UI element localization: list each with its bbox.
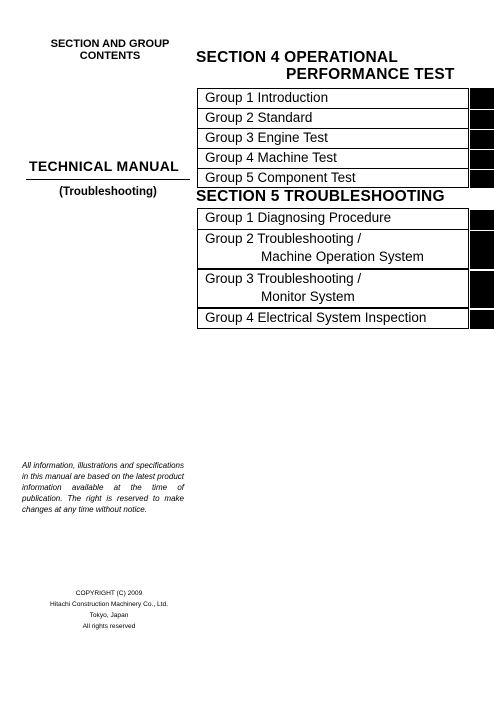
copyright-line: COPYRIGHT (C) 2009 [75, 590, 143, 597]
group-label: Group 4 Machine Test [205, 150, 337, 165]
company-line: Hitachi Construction Machinery Co., Ltd. [49, 601, 168, 608]
section5-group-2[interactable] [197, 229, 469, 269]
group-label-cont: Machine Operation System [261, 249, 424, 264]
group-label: Group 4 Electrical System Inspection [205, 310, 427, 325]
section4-group-2[interactable] [197, 108, 469, 129]
index-tab [470, 170, 494, 188]
index-tab [470, 271, 494, 308]
index-tab [470, 88, 494, 109]
manual-subtitle: (Troubleshooting) [59, 186, 157, 198]
section4-group-4[interactable] [197, 148, 469, 169]
group-label: Group 1 Diagnosing Procedure [205, 210, 392, 225]
rights-line: All rights reserved [82, 623, 136, 630]
section4-group-5[interactable] [197, 168, 469, 188]
section5-group-4[interactable] [197, 308, 469, 329]
group-label: Group 2 Standard [205, 110, 313, 125]
group-label: Group 1 Introduction [205, 90, 329, 105]
manual-title: TECHNICAL MANUAL [29, 158, 179, 174]
section4-title-line1: SECTION 4 OPERATIONAL [196, 49, 398, 66]
section4-group-3[interactable] [197, 128, 469, 149]
disclaimer-text: All information, illustrations and specifications in this manual are based on the latest product information available at the time of publication. The right is reserved to make changes at any time without notice. [22, 461, 184, 514]
section4-title-line2: PERFORMANCE TEST [286, 66, 455, 83]
group-label: Group 3 Troubleshooting / [205, 271, 362, 286]
section4-group-1[interactable] [197, 88, 469, 109]
copyright-block [20, 588, 198, 632]
section5-title: SECTION 5 TROUBLESHOOTING [196, 188, 445, 205]
section5-group-3[interactable] [197, 269, 469, 308]
group-label: Group 5 Component Test [205, 170, 356, 185]
index-tab [470, 130, 494, 149]
section5-group-1[interactable] [197, 208, 469, 230]
index-tab [470, 110, 494, 129]
group-label: Group 2 Troubleshooting / [205, 231, 362, 246]
contents-title-line1: SECTION AND GROUP [50, 38, 170, 50]
group-label-cont: Monitor System [261, 289, 355, 304]
manual-title-rule [26, 179, 190, 180]
group-label: Group 3 Engine Test [205, 130, 328, 145]
index-tab [470, 310, 494, 329]
contents-title-line2: CONTENTS [79, 50, 141, 62]
index-tab [470, 231, 494, 269]
contents-title [22, 38, 198, 62]
location-line: Tokyo, Japan [89, 612, 129, 619]
index-tab [470, 150, 494, 169]
index-tab [470, 210, 494, 230]
